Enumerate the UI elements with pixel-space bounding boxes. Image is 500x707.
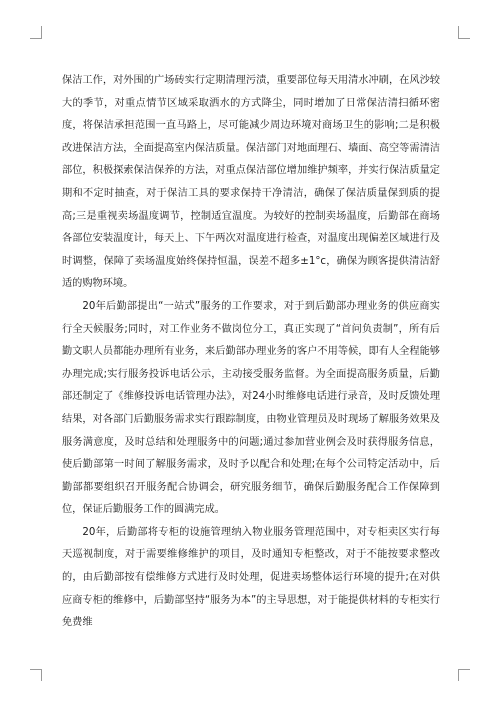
crop-mark-bottom-right-v bbox=[458, 669, 459, 681]
crop-mark-top-left-h bbox=[30, 38, 42, 39]
crop-mark-top-right-h bbox=[458, 38, 470, 39]
paragraph-counter-maintenance: 20年，后勤部将专柜的设施管理纳入物业服务管理范围中，对专柜卖区实行每天巡视制度，对于需要维修维护的项目，及时通知专柜整改，对于不能按要求整改的，由后勤部按有偿维修方式进行及时处理，促进卖场整体运行环境的提升;在对供应商专柜的维修中，后勤部坚持“服务为本”的主导思想，对于能提供材料的专柜实行免费维 bbox=[62, 526, 440, 629]
paragraph-cleaning: 保洁工作，对外围的广场砖实行定期清理污渍，重要部位每天用清水冲刷，在风沙较大的季节，对重点情节区域采取洒水的方式降尘，同时增加了日常保洁清扫循环密度，将保洁承担范围一直马路上，尽可能减少周边环境对商场卫生的影响;二是积极改进保洁方法，全面提高室内保洁质量。保洁部门对地面理石、墙面、高空等需清洁部位，积极探索保洁保养的方法，对重点保洁部位增加维护频率，并实行保洁质量定期和不定时抽查，对于保洁工具的要求保持干净清洁，确保了保洁质量保到质的提高;三是重视卖场温度调节，控制适宜温度。为较好的控制卖场温度，后勤部在商场各部位安装温度计，每天上、下午两次对温度进行检查，对温度出现偏差区域进行及时调整，保障了卖场温度始终保持恒温，误差不超多±1°c，确保为顾客提供清洁舒适的购物环境。 bbox=[62, 75, 440, 290]
paragraph-one-stop-service: 20年后勤部提出“一站式”服务的工作要求，对于到后勤部办理业务的供应商实行全天候服务;同时，对工作业务不做岗位分工，真正实现了“首问负责制”，所有后勤文职人员都能办理所有业务，来后勤部办理业务的客户不用等候，即有人全程能够办理完成;实行服务投诉电话公示，主动接受服务监督。为全面提高服务质量，后勤部还制定了《维修投诉电话管理办法》，对24小时维修电话进行录音，及时反馈处理结果，对各部门后勤服务需求实行跟踪制度，由物业管理员及时现场了解服务效果及服务满意度，及时总结和处理服务中的问题;通过参加营业例会及时获得服务信息，使后勤部第一时间了解服务需求，及时予以配合和处理;在每个公司特定活动中，后勤部都要组织召开服务配合协调会，研究服务细节，确保后勤服务配合工作保障到位，保证后勤服务工作的圆满完成。 bbox=[62, 300, 440, 516]
crop-mark-top-left-v bbox=[41, 26, 42, 38]
crop-mark-top-right-v bbox=[458, 26, 459, 38]
document-body bbox=[62, 70, 440, 635]
crop-mark-bottom-left-v bbox=[41, 669, 42, 681]
crop-mark-bottom-right-h bbox=[458, 669, 470, 670]
